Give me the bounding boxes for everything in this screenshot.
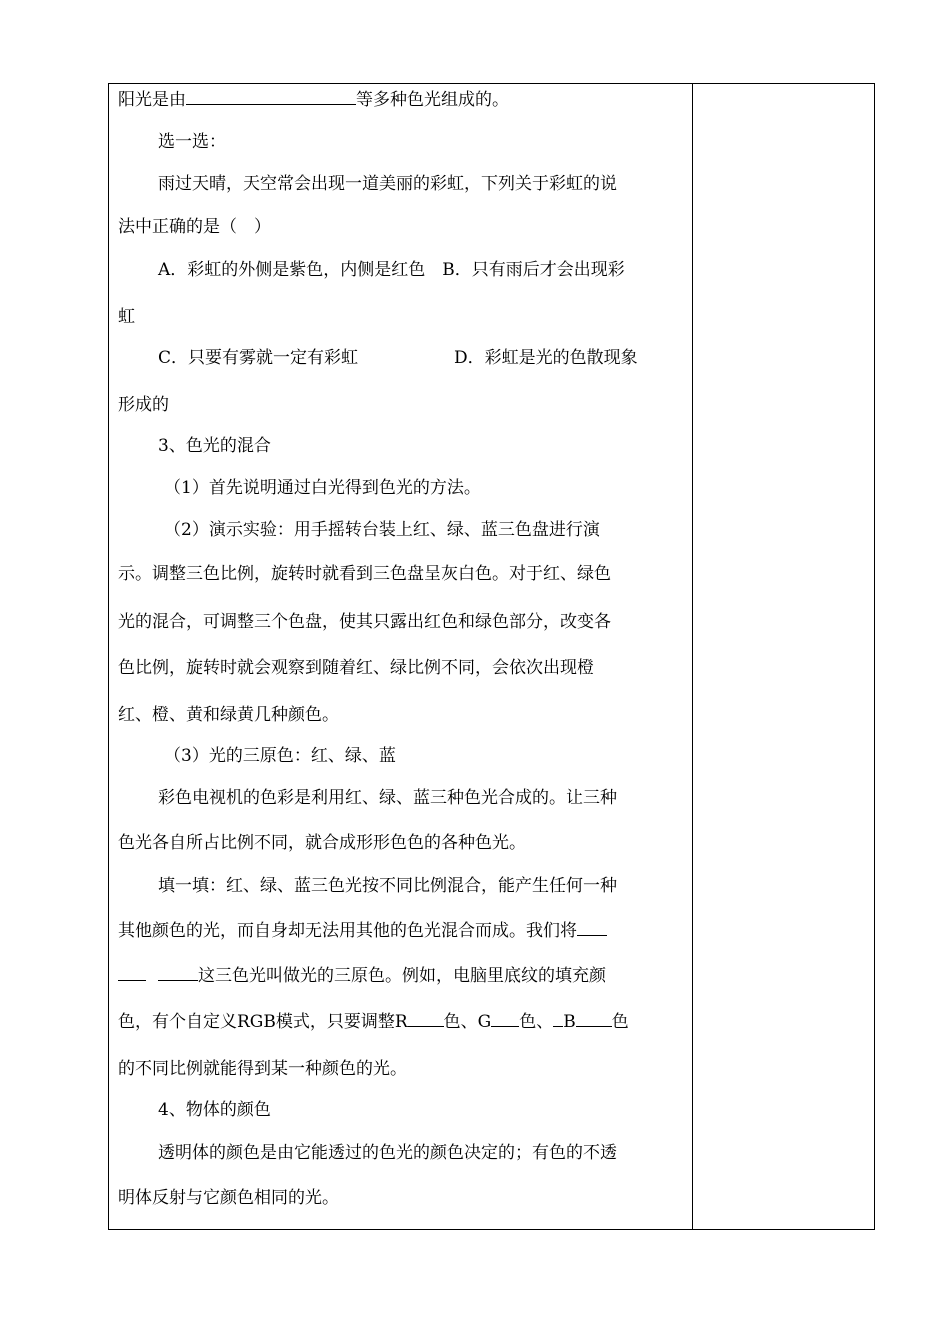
fill-blank[interactable] <box>553 1010 563 1027</box>
text-line: 色比例，旋转时就会观察到随着红、绿比例不同，会依次出现橙 <box>118 658 594 678</box>
text-fragment: 色 <box>611 1012 629 1032</box>
text-line: 示。调整三色比例，旋转时就看到三色盘呈灰白色。对于红、绿色 <box>118 564 611 584</box>
fill-blank[interactable] <box>491 1010 519 1027</box>
text-fragment: 阳光是由 <box>118 90 186 110</box>
text-fragment: 其他颜色的光，而自身却无法用其他的色光混合而成。我们将 <box>118 921 577 941</box>
text-fragment: 这三色光叫做光的三原色。例如，电脑里底纹的填充颜 <box>198 966 606 986</box>
text-line: 明体反射与它颜色相同的光。 <box>118 1188 339 1208</box>
text-line: 红、橙、黄和绿黄几种颜色。 <box>118 705 339 725</box>
text-fragment: 色，有个自定义RGB模式，只要调整R <box>118 1012 408 1032</box>
text-line: 透明体的颜色是由它能透过的色光的颜色决定的；有色的不透 <box>158 1143 617 1163</box>
text-line <box>118 88 509 112</box>
fill-blank[interactable] <box>408 1010 444 1027</box>
text-line: 填一填：红、绿、蓝三色光按不同比例混合，能产生任何一种 <box>158 876 617 896</box>
text-fragment: 等多种色光组成的。 <box>356 90 509 110</box>
text-line: 法中正确的是（ ） <box>118 217 271 237</box>
fill-blank[interactable] <box>186 88 356 105</box>
text-line <box>118 1010 629 1034</box>
text-line: 的不同比例就能得到某一种颜色的光。 <box>118 1059 407 1079</box>
choice-line <box>158 346 638 370</box>
choice-c: C．只要有雾就一定有彩虹 <box>158 348 359 368</box>
text-fragment: 色、G <box>443 1012 492 1032</box>
text-line <box>118 964 606 988</box>
text-line: 选一选： <box>158 132 226 152</box>
text-line: 光的混合，可调整三个色盘，使其只露出红色和绿色部分，改变各 <box>118 612 611 632</box>
text-line: （3）光的三原色：红、绿、蓝 <box>164 746 396 766</box>
text-line: 雨过天晴，天空常会出现一道美丽的彩虹，下列关于彩虹的说 <box>158 174 617 194</box>
text-line: 形成的 <box>118 395 169 415</box>
fill-blank[interactable] <box>158 964 198 981</box>
text-line: （1）首先说明通过白光得到色光的方法。 <box>164 478 481 498</box>
fill-blank[interactable] <box>118 964 146 981</box>
choice-line: A．彩虹的外侧是紫色，内侧是红色 B．只有雨后才会出现彩 <box>158 260 625 280</box>
fill-blank[interactable] <box>577 919 607 936</box>
text-line: （2）演示实验：用手摇转台装上红、绿、蓝三色盘进行演 <box>164 520 600 540</box>
choice-d: D．彩虹是光的色散现象 <box>454 348 638 368</box>
section-heading: 3、色光的混合 <box>158 436 271 456</box>
text-line: 虹 <box>118 307 135 327</box>
text-fragment: B <box>563 1012 576 1032</box>
fill-blank[interactable] <box>576 1010 612 1027</box>
section-heading: 4、物体的颜色 <box>158 1100 271 1120</box>
text-line <box>118 919 607 943</box>
lesson-table <box>108 83 875 1230</box>
column-divider <box>692 84 693 1229</box>
text-fragment: 色、 <box>519 1012 554 1032</box>
text-line: 色光各自所占比例不同，就合成形形色色的各种色光。 <box>118 833 526 853</box>
text-line: 彩色电视机的色彩是利用红、绿、蓝三种色光合成的。让三种 <box>158 788 617 808</box>
